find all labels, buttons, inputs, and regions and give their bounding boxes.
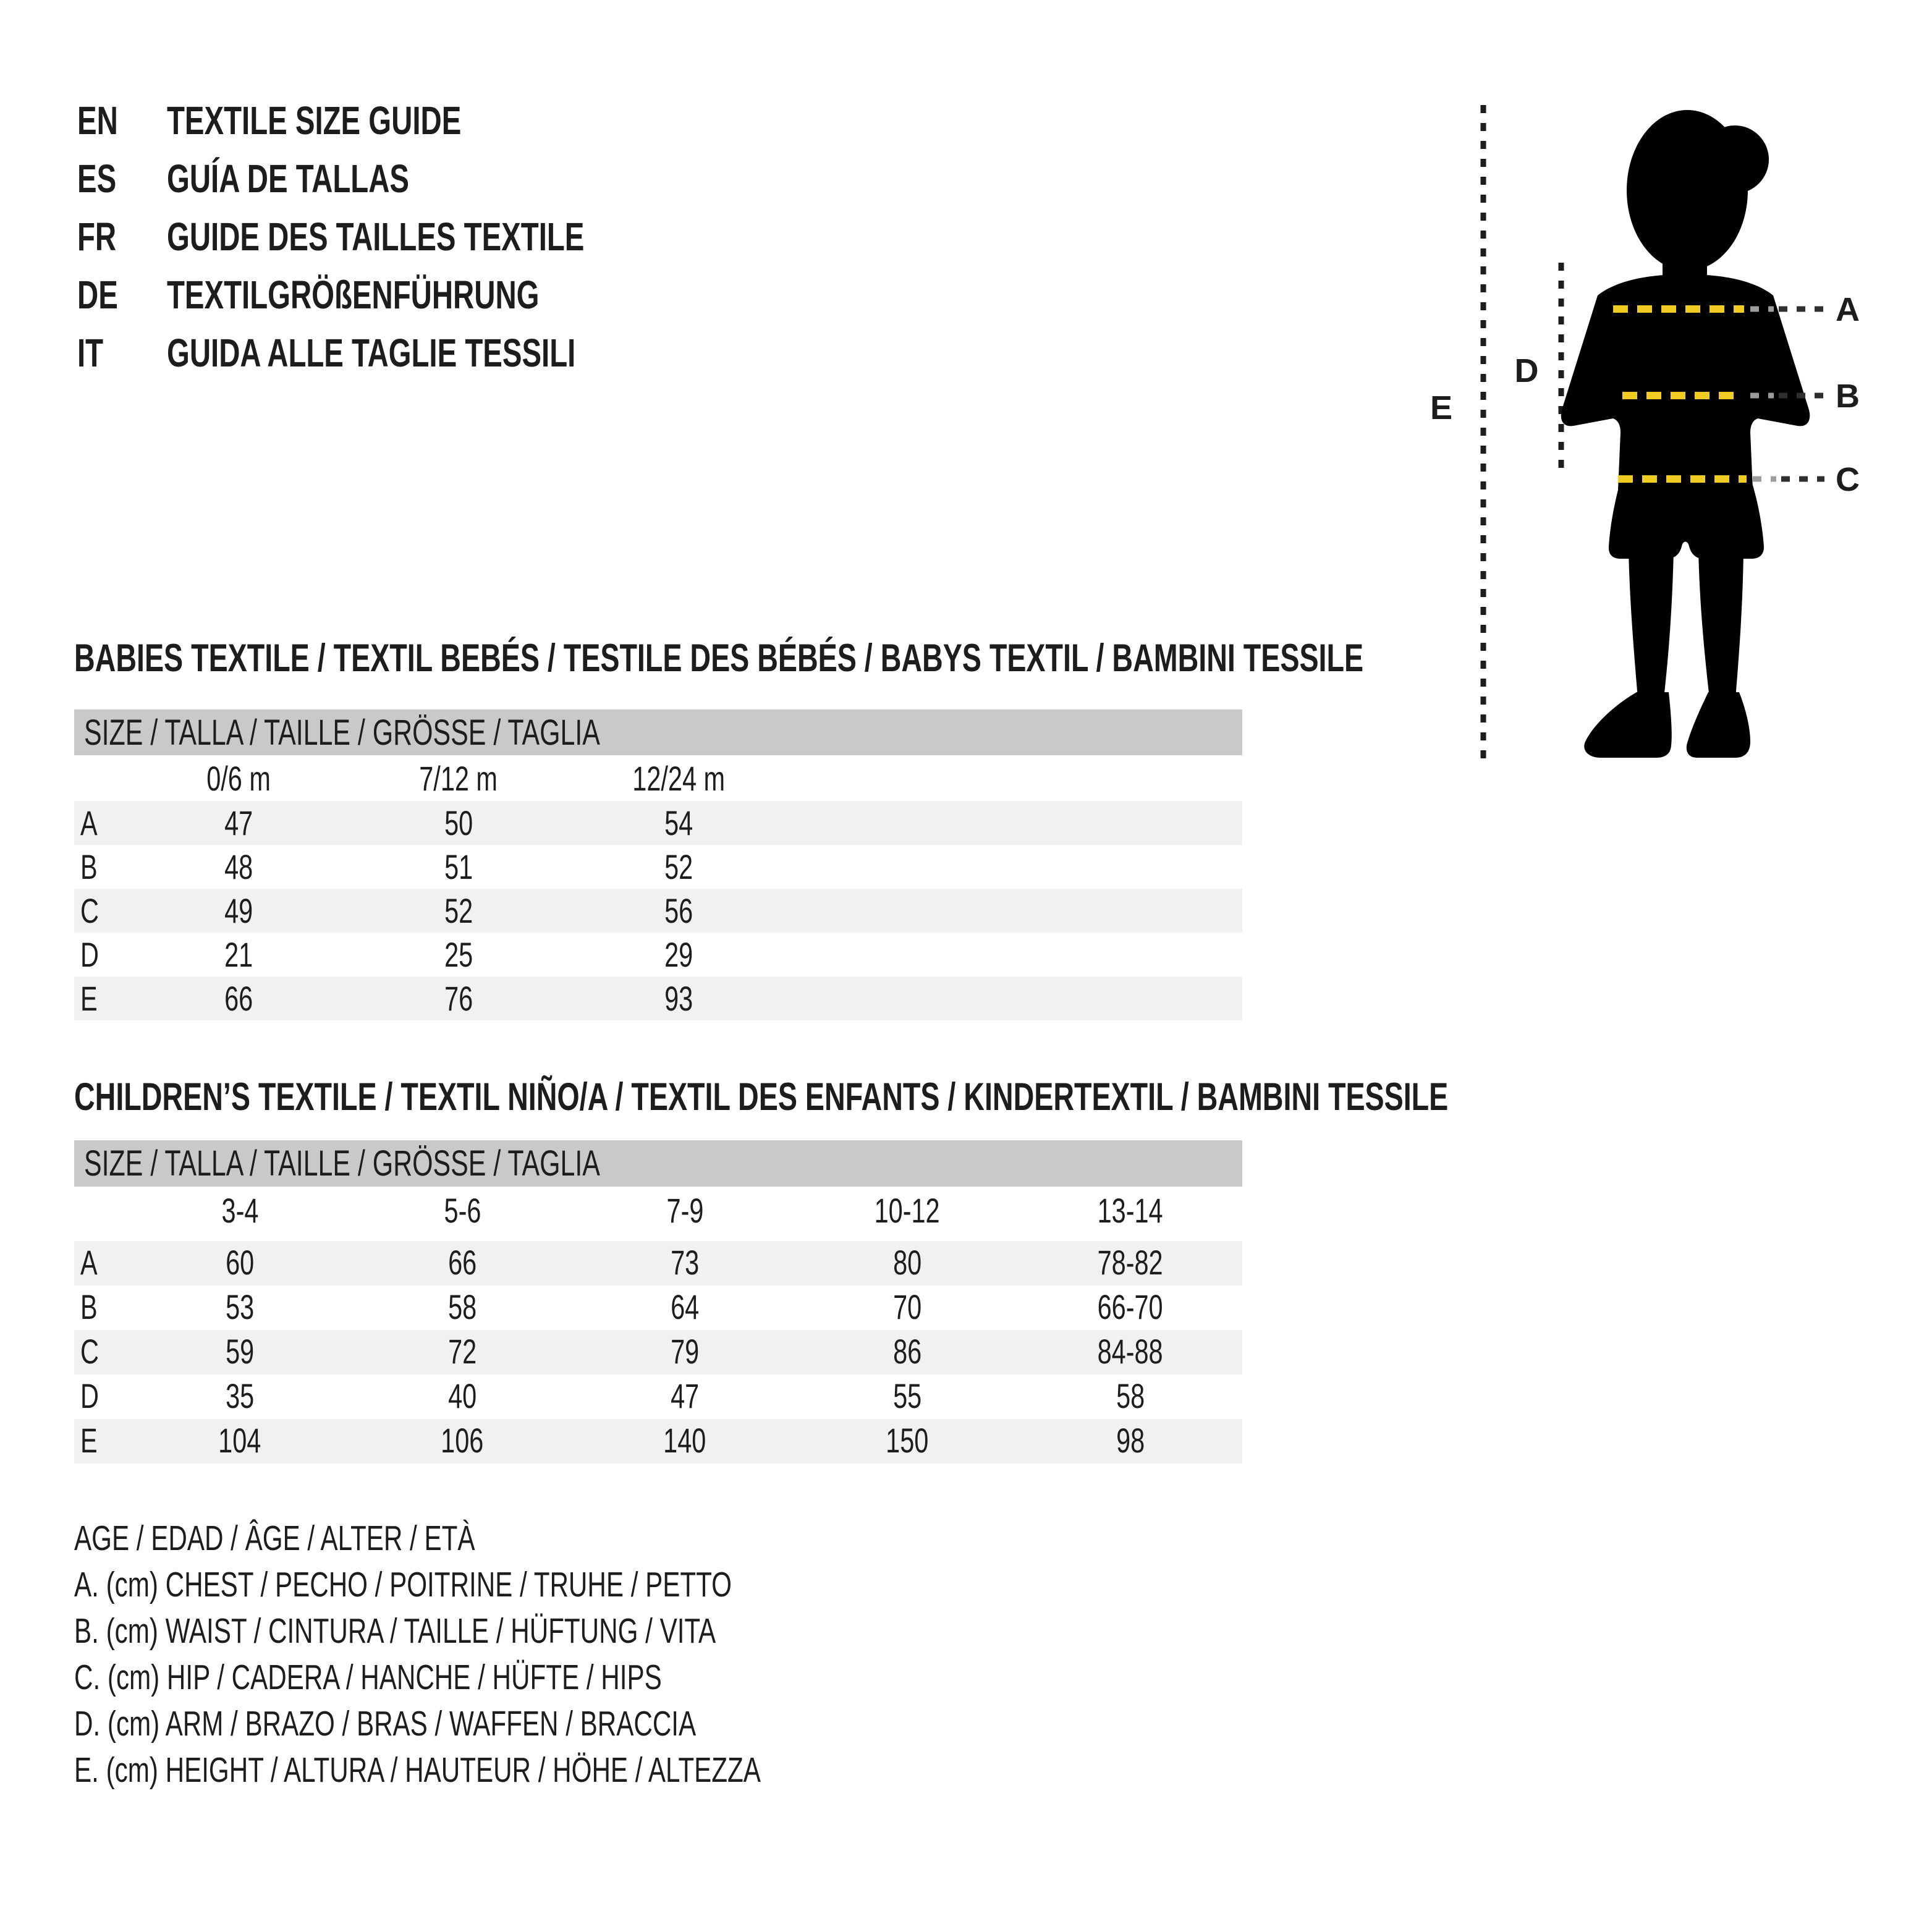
babies-table [74,755,1242,1020]
silhouette-right-leg [1698,550,1743,707]
children-col-4: 13-14 [1097,1190,1163,1230]
babies-size-bar: SIZE / TALLA / TAILLE / GRÖSSE / TAGLIA [74,710,1242,755]
row-label: D [80,1376,99,1415]
legend-chest: A. (cm) CHEST / PECHO / POITRINE / TRUHE / PETTO [74,1565,732,1604]
children-col-0: 3-4 [221,1190,258,1230]
lang-title-es: GUÍA DE TALLAS [167,156,410,201]
lang-title-fr: GUIDE DES TAILLES TEXTILE [167,214,585,259]
babies-col-1: 7/12 m [419,758,498,798]
lang-row-es [77,150,731,208]
table-row: C 59 72 79 86 84-88 [74,1330,1242,1375]
children-size-bar: SIZE / TALLA / TAILLE / GRÖSSE / TAGLIA [74,1140,1242,1187]
children-col-3: 10-12 [874,1190,940,1230]
silhouette-left-leg [1629,550,1674,707]
lang-code-de: DE [77,273,118,317]
row-label: E [80,979,98,1018]
lang-row-de [77,266,731,324]
figure-label-b: B [1836,378,1860,415]
legend-hip: C. (cm) HIP / CADERA / HANCHE / HÜFTE / HIPS [74,1658,662,1697]
lang-code-fr: FR [77,214,117,259]
silhouette-shorts [1609,485,1764,559]
babies-col-2: 12/24 m [632,758,725,798]
legend-waist: B. (cm) WAIST / CINTURA / TAILLE / HÜFTUNG / VITA [74,1611,716,1651]
table-row: D 21 25 29 [74,933,1242,977]
table-row: A 47 50 54 [74,801,1242,845]
lang-row-it [77,324,731,382]
lang-code-it: IT [77,331,104,375]
language-title-list [77,91,731,382]
table-row: E 66 76 93 [74,977,1242,1020]
figure-label-e: E [1430,389,1453,426]
lang-code-en: EN [77,98,118,143]
legend-age: AGE / EDAD / ÂGE / ALTER / ETÀ [74,1519,475,1558]
lang-title-it: GUIDA ALLE TAGLIE TESSILI [167,331,576,375]
row-label: B [80,1287,98,1326]
silhouette-left-shoe [1584,692,1672,758]
babies-col-0: 0/6 m [206,758,271,798]
lang-row-en [77,91,731,150]
children-table [74,1187,1242,1464]
lang-title-en: TEXTILE SIZE GUIDE [167,98,462,143]
row-label: C [80,891,99,930]
lang-row-fr [77,208,731,266]
row-label: D [80,935,99,974]
children-section-heading: CHILDREN’S TEXTILE / TEXTIL NIÑO/A / TEXTIL DES ENFANTS / KINDERTEXTIL / BAMBINI TESSILE [74,1075,1449,1119]
figure-label-c: C [1836,461,1860,498]
row-label: E [80,1420,98,1460]
figure-label-d: D [1514,352,1539,389]
measurement-legend [74,1515,1002,1794]
row-label: C [80,1331,99,1371]
measurement-figure [1409,87,1932,803]
children-header-row [74,1187,1242,1241]
row-label: B [80,847,98,886]
table-row: A 60 66 73 80 78-82 [74,1241,1242,1286]
legend-height: E. (cm) HEIGHT / ALTURA / HAUTEUR / HÖHE / ALTEZZA [74,1750,761,1790]
row-label: A [80,803,98,842]
silhouette-hair [1701,125,1769,193]
lang-code-es: ES [77,156,117,201]
children-col-2: 7-9 [666,1190,703,1230]
table-row: B 48 51 52 [74,845,1242,889]
table-row: C 49 52 56 [74,889,1242,933]
measurement-figure-svg [1409,87,1932,803]
figure-label-a: A [1836,291,1860,328]
lang-title-de: TEXTILGRÖßENFÜHRUNG [167,273,540,317]
row-label: A [80,1242,98,1282]
babies-header-row [74,755,1242,801]
table-row: B 53 58 64 70 66-70 [74,1286,1242,1330]
table-row: D 35 40 47 55 58 [74,1375,1242,1419]
table-row: E 104 106 140 150 98 [74,1419,1242,1464]
legend-arm: D. (cm) ARM / BRAZO / BRAS / WAFFEN / BRACCIA [74,1704,697,1743]
children-col-1: 5-6 [444,1190,481,1230]
silhouette-right-shoe [1687,692,1750,758]
babies-section-heading: BABIES TEXTILE / TEXTIL BEBÉS / TESTILE DES BÉBÉS / BABYS TEXTIL / BAMBINI TESSILE [74,637,1364,680]
